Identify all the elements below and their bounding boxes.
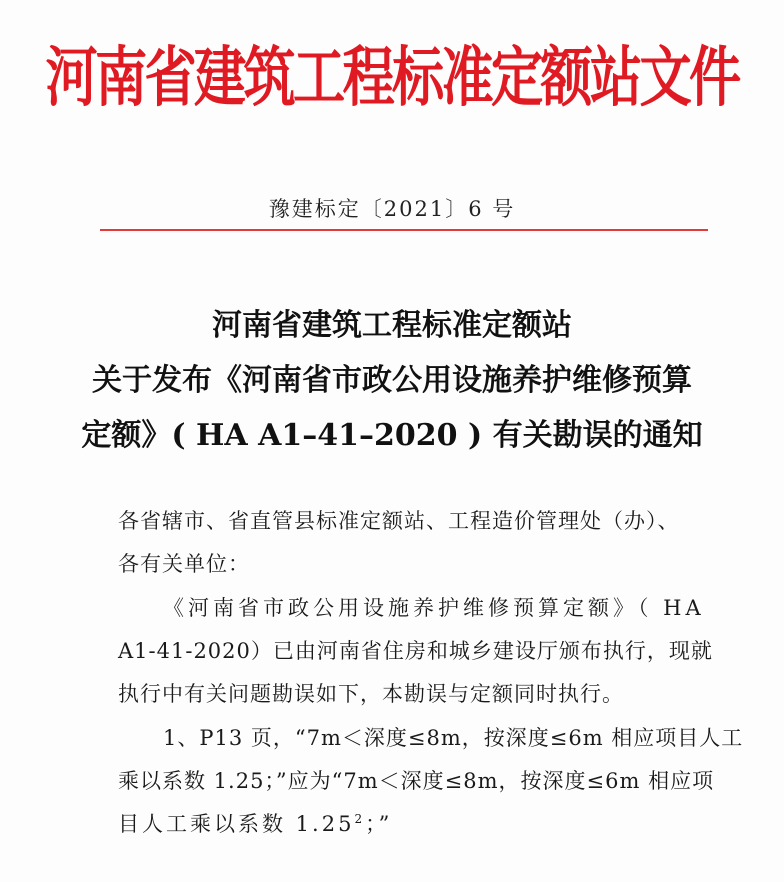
item-1-line-3-text: 目人工乘以系数 1.25 xyxy=(118,812,355,836)
paragraph-1-line-1: 《河南省市政公用设施养护维修预算定额》（ HA xyxy=(163,596,705,620)
document-number: 豫建标定〔2021〕6 号 xyxy=(268,197,516,221)
notice-title-line-2: 关于发布《河南省市政公用设施养护维修预算 xyxy=(92,363,692,398)
recipients-line-1: 各省辖市、省直管县标准定额站、工程造价管理处（办）、 xyxy=(118,509,680,533)
paragraph-1-line-3: 执行中有关问题勘误如下，本勘误与定额同时执行。 xyxy=(118,682,624,706)
superscript-exponent: 2 xyxy=(354,812,366,826)
red-divider-line xyxy=(100,229,708,231)
paragraph-1-line-2: A1-41-2020）已由河南省住房和城乡建设厅颁布执行，现就 xyxy=(118,639,713,663)
notice-title-line-3: 定额》( HA A1–41–2020 ) 有关勘误的通知 xyxy=(81,418,703,453)
item-1-line-1: 1、P13 页，“7m＜深度≤8m，按深度≤6m 相应项目人工 xyxy=(163,726,744,750)
recipients-line-2: 各有关单位： xyxy=(118,552,250,576)
notice-title-line-1: 河南省建筑工程标准定额站 xyxy=(212,308,572,343)
item-1-line-3 xyxy=(118,808,392,838)
agency-header-title: 河南省建筑工程标准定额站文件 xyxy=(45,39,739,116)
item-1-line-2: 乘以系数 1.25；”应为“7m＜深度≤8m，按深度≤6m 相应项 xyxy=(118,769,715,793)
item-1-line-3-end: ；” xyxy=(365,812,393,836)
